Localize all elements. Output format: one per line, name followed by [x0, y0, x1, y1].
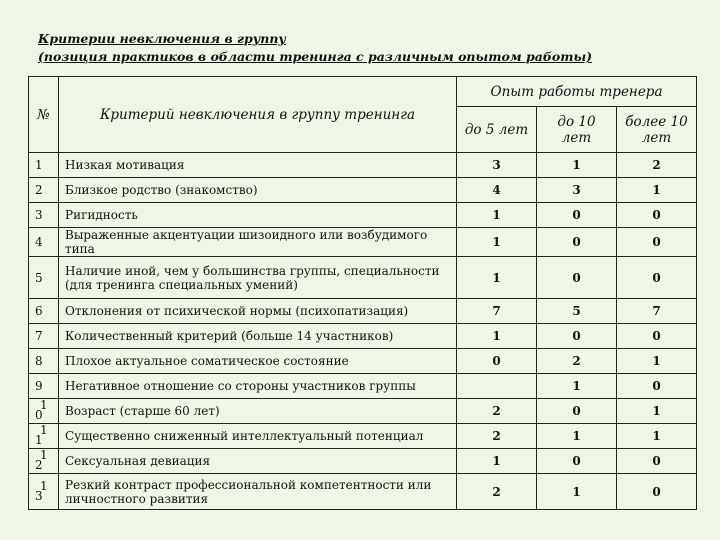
header-row-1	[29, 77, 697, 107]
row-value-col-1: 3	[457, 153, 537, 178]
table-row	[29, 449, 697, 474]
row-value-col-3: 0	[617, 228, 697, 257]
row-number: 3	[29, 203, 59, 228]
row-value-col-1: 2	[457, 399, 537, 424]
row-criterion: Плохое актуальное соматическое состояние	[59, 349, 457, 374]
row-value-col-1: 2	[457, 474, 537, 510]
row-value-col-2: 3	[537, 178, 617, 203]
row-number: 8	[29, 349, 59, 374]
row-criterion: Близкое родство (знакомство)	[59, 178, 457, 203]
row-number: 5	[29, 257, 59, 299]
row-value-col-2: 1	[537, 474, 617, 510]
row-value-col-2: 0	[537, 399, 617, 424]
row-number	[29, 474, 59, 510]
table-row	[29, 474, 697, 510]
row-number-stacked	[35, 450, 48, 470]
table-row	[29, 178, 697, 203]
row-number-digit-1: 1	[40, 423, 48, 437]
row-value-col-3: 1	[617, 399, 697, 424]
header-col-1: до 5 лет	[457, 107, 537, 153]
row-criterion: Возраст (старше 60 лет)	[59, 399, 457, 424]
row-value-col-1: 1	[457, 449, 537, 474]
row-number	[29, 424, 59, 449]
document-title	[38, 30, 592, 66]
row-value-col-1	[457, 374, 537, 399]
row-number-stacked	[35, 400, 48, 420]
row-value-col-2: 2	[537, 349, 617, 374]
row-number-digit-1: 1	[40, 398, 48, 412]
row-criterion: Выраженные акцентуации шизоидного или возбудимого типа	[59, 228, 457, 257]
row-number: 6	[29, 299, 59, 324]
row-number: 7	[29, 324, 59, 349]
header-experience: Опыт работы тренера	[457, 77, 697, 107]
row-value-col-1: 2	[457, 424, 537, 449]
row-criterion: Количественный критерий (больше 14 участников)	[59, 324, 457, 349]
criteria-table	[28, 76, 697, 510]
row-number-stacked	[35, 425, 48, 445]
row-value-col-3: 0	[617, 324, 697, 349]
table-row	[29, 374, 697, 399]
row-value-col-3: 0	[617, 374, 697, 399]
row-number	[29, 449, 59, 474]
table-row	[29, 299, 697, 324]
row-value-col-2: 5	[537, 299, 617, 324]
row-value-col-3: 0	[617, 257, 697, 299]
row-value-col-3: 1	[617, 178, 697, 203]
row-value-col-3: 1	[617, 349, 697, 374]
row-value-col-3: 0	[617, 449, 697, 474]
row-number: 4	[29, 228, 59, 257]
table-row	[29, 349, 697, 374]
row-value-col-3: 0	[617, 474, 697, 510]
row-criterion: Резкий контраст профессиональной компетентности или личностного развития	[59, 474, 457, 510]
row-number-digit-1: 1	[40, 478, 48, 493]
row-number-digit-2: 3	[35, 488, 43, 503]
row-value-col-2: 0	[537, 257, 617, 299]
header-col-2: до 10 лет	[537, 107, 617, 153]
row-value-col-1: 1	[457, 324, 537, 349]
row-criterion: Существенно сниженный интеллектуальный потенциал	[59, 424, 457, 449]
table-row	[29, 399, 697, 424]
table-row	[29, 228, 697, 257]
row-value-col-1: 4	[457, 178, 537, 203]
row-number: 9	[29, 374, 59, 399]
row-value-col-2: 1	[537, 153, 617, 178]
row-number-stacked	[35, 478, 48, 503]
header-col-3: более 10 лет	[617, 107, 697, 153]
row-value-col-1: 7	[457, 299, 537, 324]
row-value-col-1: 0	[457, 349, 537, 374]
table-row	[29, 257, 697, 299]
row-value-col-3: 1	[617, 424, 697, 449]
row-value-col-1: 1	[457, 203, 537, 228]
row-criterion: Наличие иной, чем у большинства группы, специальности (для тренинга специальных умений)	[59, 257, 457, 299]
title-line-2: (позиция практиков в области тренинга с различным опытом работы)	[38, 49, 593, 64]
row-number-digit-2: 2	[35, 458, 43, 472]
row-criterion: Негативное отношение со стороны участников группы	[59, 374, 457, 399]
row-value-col-2: 0	[537, 228, 617, 257]
row-value-col-2: 0	[537, 449, 617, 474]
row-value-col-3: 7	[617, 299, 697, 324]
row-value-col-2: 1	[537, 374, 617, 399]
row-value-col-3: 2	[617, 153, 697, 178]
row-value-col-2: 1	[537, 424, 617, 449]
table-row	[29, 424, 697, 449]
row-value-col-1: 1	[457, 228, 537, 257]
header-criterion: Критерий невключения в группу тренинга	[59, 77, 457, 153]
title-line-1: Критерии невключения в группу	[38, 31, 286, 46]
header-number: №	[29, 77, 59, 153]
row-criterion: Отклонения от психической нормы (психопатизация)	[59, 299, 457, 324]
row-number-digit-1: 1	[40, 448, 48, 462]
row-value-col-1: 1	[457, 257, 537, 299]
row-criterion: Ригидность	[59, 203, 457, 228]
table-row	[29, 153, 697, 178]
row-number: 1	[29, 153, 59, 178]
row-criterion: Сексуальная девиация	[59, 449, 457, 474]
table-row	[29, 324, 697, 349]
row-number	[29, 399, 59, 424]
table-row	[29, 203, 697, 228]
row-value-col-3: 0	[617, 203, 697, 228]
row-criterion: Низкая мотивация	[59, 153, 457, 178]
row-value-col-2: 0	[537, 324, 617, 349]
row-number: 2	[29, 178, 59, 203]
row-number-digit-2: 1	[35, 433, 43, 447]
row-value-col-2: 0	[537, 203, 617, 228]
row-number-digit-2: 0	[35, 408, 43, 422]
